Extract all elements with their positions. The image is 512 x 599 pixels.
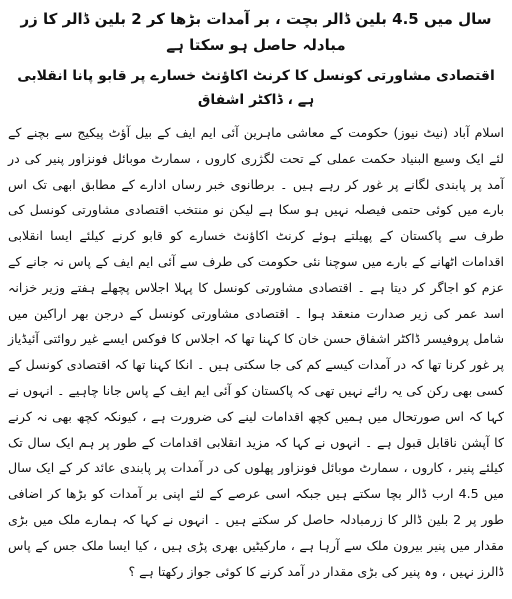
article-subhead: اقتصادی مشاورتی کونسل کا کرنٹ اکاؤنٹ خسارے پر قابو پانا انقلابی ہے ، ڈاکٹر اشفاق	[17, 68, 495, 108]
article-headline: سال میں 4.5 بلین ڈالر بچت ، بر آمدات بڑھا کر 2 بلین ڈالر کا زر مبادلہ حاصل ہو سکتا ہے	[20, 10, 492, 54]
article-body: اسلام آباد (نیٹ نیوز) حکومت کے معاشی ماہرین آئی ایم ایف کے بیل آؤٹ پیکیج سے بچنے کے لئے ایک وسیع البنیاد حکمت عملی کے تحت لگژری کاروں ، سمارٹ موبائل فونزاور پنیر کی در آمد پر پابندی لگانے پر غور کر رہے ہیں ۔ برطانوی خبر رساں ادارے کے مطابق ابھی تک اس بارے میں کوئی حتمی فیصلہ نہیں ہو سکا ہے لیکن نو منتخب اقتصادی مشاورتی کونسل کی طرف سے پاکستان کے پھیلتے ہوئے کرنٹ اکاؤنٹ خسارے کو قابو کرنے کیلئے ایسا انقلابی اقدامات اٹھانے کے بارے میں سوچنا نئی حکومت کی طرف سے آئی ایم ایف کے پاس نہ جانے کے عزم کو اجاگر کر دیتا ہے ۔ اقتصادی مشاورتی کونسل کا پہلا اجلاس پچھلے ہفتے وزیر خزانہ اسد عمر کی زیر صدارت منعقد ہوا ۔ اقتصادی مشاورتی کونسل کے درجن بھر اراکین میں شامل پروفیسر ڈاکٹر اشفاق حسن خان کا کہنا تھا کہ اجلاس کا فوکس ایسے غیر روائتی آئیڈیاز پر غور کرنا تھا کہ در آمدات کیسے کم کی جا سکتی ہیں ۔ انکا کہنا تھا کہ اقتصادی کونسل کے کسی بھی رکن کی یہ رائے نہیں تھی کہ پاکستان کو آئی ایم ایف کے پاس جانا چاہیے ۔ انہوں نے کہا کہ اس صورتحال میں ہمیں کچھ اقدامات لینے کی ضرورت ہے ، کیونکہ کچھ بھی نہ کرنے کا آپشن ناقابل قبول ہے ۔ انہوں نے کہا کہ مزید انقلابی اقدامات کے طور پر ہم ایک سال تک کیلئے پنیر ، کاروں ، سمارٹ موبائل فونزاور پھلوں کی در آمدات پر پابندی عائد کر کے ایک سال میں 4.5 ارب ڈالر بچا سکتے ہیں جبکہ اسی عرصے کے لئے اپنی بر آمدات کو بڑھا کر اضافی طور پر 2 بلین ڈالر کا زرمبادلہ حاصل کر سکتے ہیں ۔ انہوں نے کہا کہ ہمارے ملک میں بڑی مقدار میں پنیر بیرون ملک سے آرہا ہے ، مارکیٹیں بھری پڑی ہیں ، کیا ایسا ملک جس کے پاس ڈالرز نہیں ، وہ پنیر کی بڑی مقدار در آمد کرنے کا کوئی جواز رکھتا ہے ؟	[8, 125, 505, 579]
